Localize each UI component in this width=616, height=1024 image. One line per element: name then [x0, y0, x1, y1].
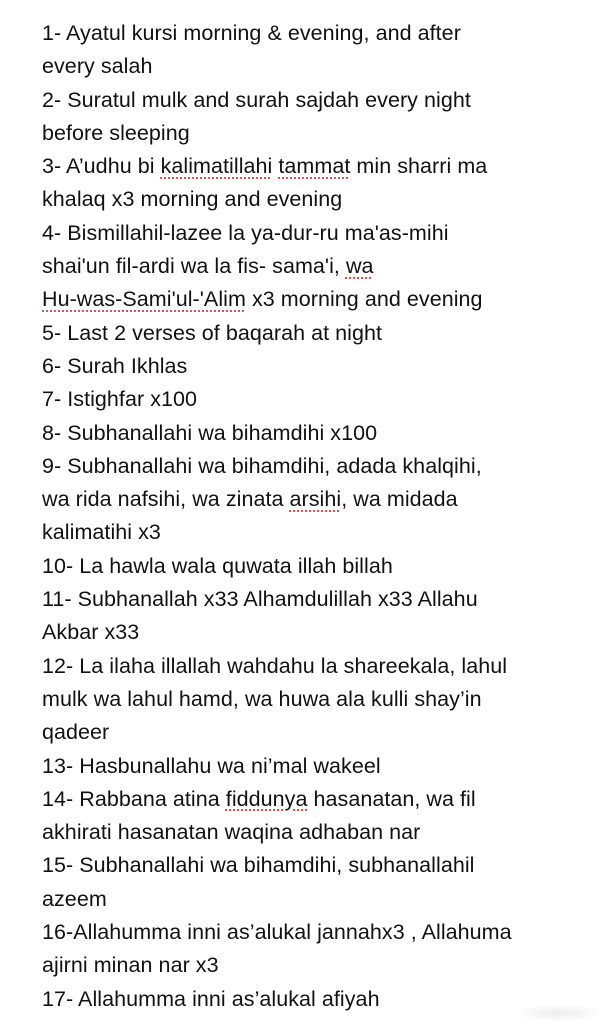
spellcheck-underlined-word: arsihi [289, 487, 342, 512]
list-item-line: 9- Subhanallahi wa bihamdihi, adada khalqihi, [42, 453, 482, 478]
list-item-line: mulk wa lahul hamd, wa huwa ala kulli shay’in [42, 686, 482, 711]
list-item [42, 750, 602, 783]
list-item [42, 849, 602, 916]
list-item [42, 350, 602, 383]
list-item-line: Akbar x33 [42, 620, 140, 645]
list-item-line: 17- Allahumma inni as’alukal afiyah [42, 986, 380, 1011]
list-item-line: 10- La hawla wala quwata illah billah [42, 553, 393, 578]
list-item-line: 3- A’udhu bi kalimatillahi tammat min sharri ma [42, 154, 488, 179]
list-item-line: 1- Ayatul kursi morning & evening, and after [42, 21, 461, 45]
list-item [42, 650, 602, 750]
list-item-line: 14- Rabbana atina fiddunya hasanatan, wa fil [42, 786, 476, 811]
list-item-line: shai'un fil-ardi wa la fis- sama'i, wa [42, 254, 374, 279]
list-item [42, 417, 602, 450]
spellcheck-underlined-word: Hu-was-Sami'ul-'Alim [42, 287, 246, 312]
spellcheck-underlined-word: fiddunya [225, 786, 308, 811]
dua-list [42, 17, 602, 1016]
list-item [42, 916, 602, 983]
list-item-line: 6- Surah Ikhlas [42, 353, 188, 378]
list-item [42, 317, 602, 350]
list-item-line: khalaq x3 morning and evening [42, 187, 343, 212]
list-item-line: 12- La ilaha illallah wahdahu la shareekala, lahul [42, 653, 508, 678]
list-item-line: before sleeping [42, 120, 190, 145]
list-item [42, 450, 602, 550]
list-item-line: 7- Istighfar x100 [42, 387, 198, 412]
list-item [42, 17, 602, 84]
list-item-line: 5- Last 2 verses of baqarah at night [42, 320, 383, 345]
spellcheck-underlined-word: wa [345, 254, 374, 279]
list-item [42, 84, 602, 151]
list-item-line: every salah [42, 54, 153, 79]
list-item-line: kalimatihi x3 [42, 520, 161, 545]
list-item [42, 550, 602, 583]
scan-smudge [514, 1004, 604, 1022]
list-item-line: qadeer [42, 720, 110, 745]
list-item-line: 8- Subhanallahi wa bihamdihi x100 [42, 420, 378, 445]
list-item [42, 583, 602, 650]
list-item-line: 15- Subhanallahi wa bihamdihi, subhanallahil [42, 853, 475, 878]
list-item [42, 217, 602, 317]
list-item-line: wa rida nafsihi, wa zinata arsihi, wa midada [42, 487, 458, 512]
list-item [42, 150, 602, 217]
spellcheck-underlined-word: tammat [278, 154, 351, 179]
list-item-line: 2- Suratul mulk and surah sajdah every night [42, 87, 471, 112]
list-item [42, 383, 602, 416]
list-item-line: akhirati hasanatan waqina adhaban nar [42, 820, 421, 845]
list-item-line: 16-Allahumma inni as’alukal jannahx3 , Allahuma [42, 920, 512, 945]
list-item-line: azeem [42, 886, 107, 911]
list-item-line: 4- Bismillahil-lazee la ya-dur-ru ma'as-mihi [42, 220, 449, 245]
list-item-line: ajirni minan nar x3 [42, 953, 219, 978]
list-item-line: 13- Hasbunallahu wa ni’mal wakeel [42, 753, 381, 778]
list-item [42, 783, 602, 850]
list-item-line: Hu-was-Sami'ul-'Alim x3 morning and evening [42, 287, 483, 312]
list-item-line: 11- Subhanallah x33 Alhamdulillah x33 Allahu [42, 587, 478, 612]
spellcheck-underlined-word: kalimatillahi [160, 154, 273, 179]
